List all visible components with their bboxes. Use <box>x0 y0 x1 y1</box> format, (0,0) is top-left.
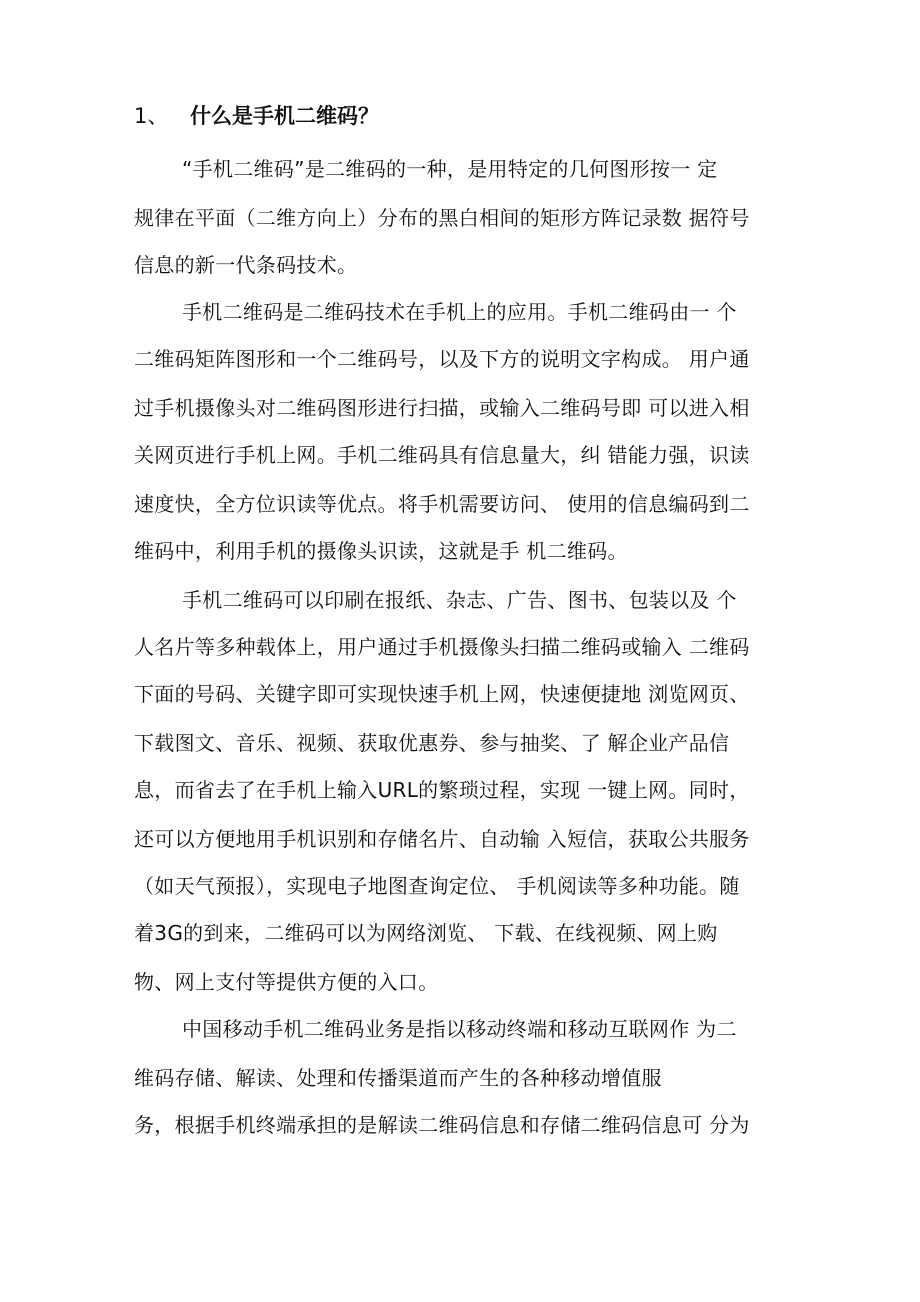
paragraph-3-line-5: 息，而省去了在手机上输入URL的繁琐过程，实现 一键上网。同时， <box>134 778 750 802</box>
section-heading <box>134 100 379 132</box>
paragraph-3-line-6: 还可以方便地用手机识别和存储名片、自动输 入短信，获取公共服务 <box>134 827 750 851</box>
paragraph-4-line-2: 维码存储、解读、处理和传播渠道而产生的各种移动增值服 <box>134 1066 662 1090</box>
paragraph-3-line-2: 人名片等多种载体上，用户通过手机摄像头扫描二维码或输入 二维码 <box>134 635 750 659</box>
paragraph-2-line-3: 过手机摄像头对二维码图形进行扫描，或输入二维码号即 可以进入相 <box>134 396 750 420</box>
paragraph-3-line-3: 下面的号码、关键字即可实现快速手机上网，快速便捷地 浏览网页、 <box>134 682 750 706</box>
section-number: 1、 <box>134 104 169 128</box>
paragraph-1-line-2: 规律在平面（二维方向上）分布的黑白相间的矩形方阵记录数 据符号 <box>134 206 750 230</box>
paragraph-3-line-7: （如天气预报），实现电子地图查询定位、 手机阅读等多种功能。随 <box>134 874 740 898</box>
paragraph-3-line-4: 下载图文、音乐、视频、获取优惠券、参与抽奖、了 解企业产品信 <box>134 731 730 755</box>
paragraph-1-line-3: 信息的新一代条码技术。 <box>134 253 358 277</box>
paragraph-1-line-1: “手机二维码”是二维码的一种，是用特定的几何图形按一 定 <box>182 157 718 181</box>
paragraph-3-line-8: 着3G的到来，二维码可以为网络浏览、 下载、在线视频、网上购 <box>134 921 718 945</box>
paragraph-2-line-1: 手机二维码是二维码技术在手机上的应用。手机二维码由一 个 <box>182 300 737 324</box>
paragraph-2-line-6: 维码中，利用手机的摄像头识读，这就是手 机二维码。 <box>134 539 628 563</box>
section-title: 什么是手机二维码？ <box>190 104 379 128</box>
paragraph-4-line-1: 中国移动手机二维码业务是指以移动终端和移动互联网作 为二 <box>182 1017 737 1041</box>
paragraph-2-line-5: 速度快，全方位识读等优点。将手机需要访问、 使用的信息编码到二 <box>134 492 750 516</box>
paragraph-2-line-4: 关网页进行手机上网。手机二维码具有信息量大，纠 错能力强，识读 <box>134 443 750 467</box>
paragraph-2-line-2: 二维码矩阵图形和一个二维码号，以及下方的说明文字构成。 用户通 <box>134 347 750 371</box>
paragraph-3-line-9: 物、网上支付等提供方便的入口。 <box>134 970 439 994</box>
paragraph-4-line-3: 务，根据手机终端承担的是解读二维码信息和存储二维码信息可 分为 <box>134 1113 750 1137</box>
paragraph-3-line-1: 手机二维码可以印刷在报纸、杂志、广告、图书、包装以及 个 <box>182 588 737 612</box>
